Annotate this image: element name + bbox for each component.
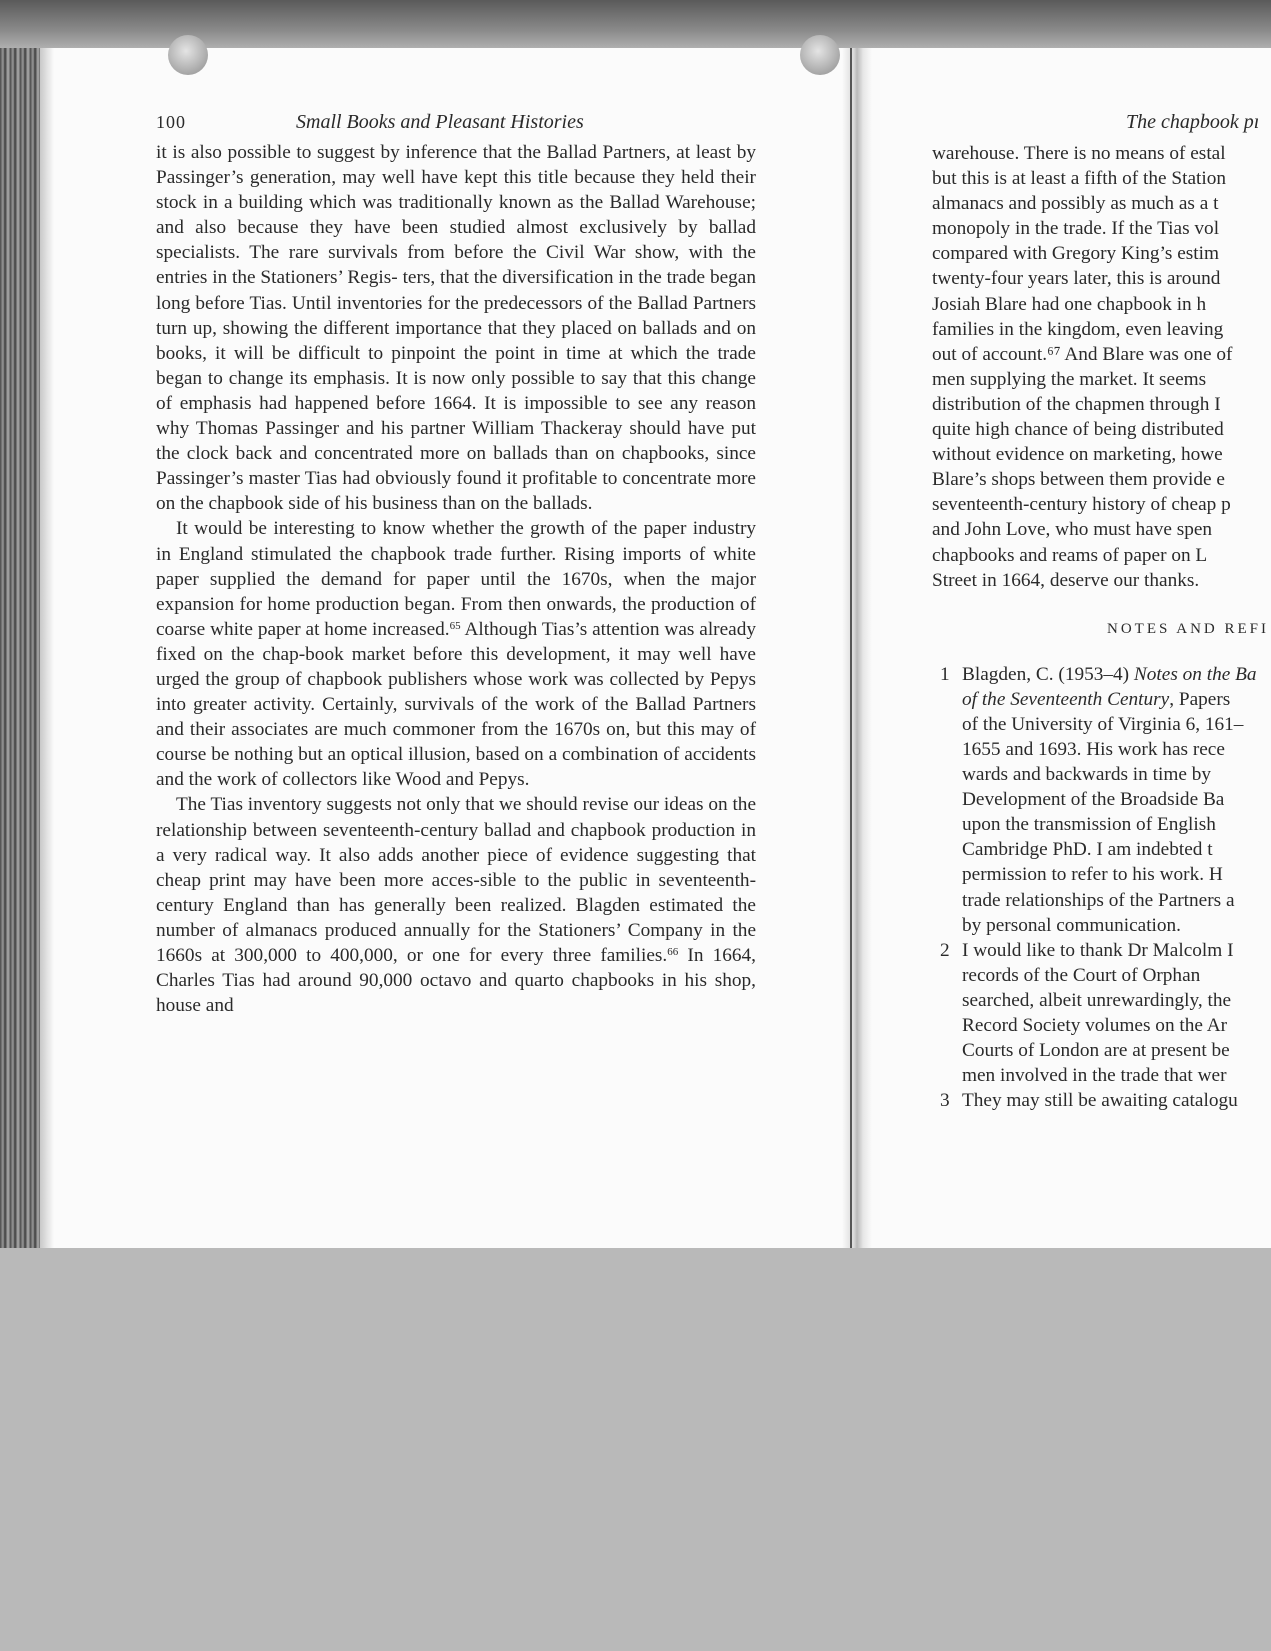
- note-text: Blagden, C. (1953–4): [962, 663, 1134, 685]
- note-line: trade relationships of the Partners a: [962, 889, 1235, 911]
- text-line: without evidence on marketing, howe: [932, 444, 1223, 466]
- footnote-ref: 65: [449, 619, 461, 632]
- text-line: men supplying the market. It seems: [932, 368, 1207, 390]
- text-line: out of account.⁶⁷ And Blare was one of: [932, 343, 1233, 365]
- text-line: inventories for the predecessors of the Ballad Partners turn up,: [156, 292, 756, 339]
- note-number: 3: [940, 1090, 950, 1112]
- text-line: trade began to change its emphasis. It is now only possible to say that: [156, 342, 756, 389]
- text-line: distribution of the chapmen through I: [932, 393, 1221, 415]
- left-running-head: [156, 108, 756, 138]
- text-line: compared with Gregory King’s estim: [932, 243, 1220, 265]
- text-line: to see any reason why Thomas Passinger and his partner William: [156, 392, 756, 440]
- note-line: 1655 and 1693. His work has rece: [962, 738, 1225, 760]
- page-number: 100: [156, 112, 186, 132]
- note-line: men involved in the trade that wer: [962, 1065, 1227, 1087]
- note-number: 2: [940, 939, 950, 961]
- note-line: [962, 662, 1271, 687]
- text-line: twenty-four years later, this is around: [932, 268, 1221, 290]
- text-line: least by Passinger’s generation, may well have kept this title because: [156, 142, 757, 189]
- paragraph-text: Although Tias’s attention was already fixed on the chap-book market before this development, it may well have urged the group of chapbook publishers whose work was collected by Pepys into greater activity. Certainly, survivals of the work of the Ballad Partners and their associates are much commoner from the 1670s on, but this may of course be nothing but an optical illusion, based on a combination of accidents and the work of collectors like Wood and Pepys.: [156, 618, 756, 791]
- note-line: Development of the Broadside Ba: [962, 789, 1225, 811]
- text-line: Josiah Blare had one chapbook in h: [932, 293, 1207, 315]
- right-body-text: [932, 141, 1271, 593]
- scanner-bed: [0, 1248, 1271, 1651]
- note-line: of the University of Virginia 6, 161–: [962, 713, 1244, 735]
- text-line: Street in 1664, deserve our thanks.: [932, 569, 1200, 591]
- punch-hole-right: [800, 35, 840, 75]
- text-line: it is also possible to suggest by inference that the Ballad Partners, at: [156, 142, 691, 163]
- text-line: and John Love, who must have spen: [932, 519, 1213, 541]
- text-line: before the Civil War show, with the entries in the Stationers’ Regis-: [156, 242, 756, 289]
- right-running-title: The chapbook pı: [1126, 111, 1260, 133]
- page-gutter: [842, 48, 872, 1248]
- text-line: seventeenth-century history of cheap p: [932, 494, 1231, 516]
- book-binding-edge: [0, 48, 40, 1248]
- text-line: chapbooks and reams of paper on L: [932, 544, 1208, 566]
- paragraph-3: [156, 792, 756, 1018]
- paragraph-text: The Tias inventory suggests not only that we should revise our ideas on the relationship between seventeenth-century ballad and chapbook production in a very radical way. It also adds another piece of evidence suggesting that cheap print may have been more acces-sible to the public in seventeenth-century England than has generally been realized. Blagden estimated the number of almanacs produced annually for the Stationers’ Company in the 1660s at 300,000 to 400,000, or one for every three families.: [156, 794, 756, 966]
- binding-shadow: [40, 48, 54, 1248]
- text-line: Thackeray should have put the clock back and concentrated more on: [156, 418, 756, 465]
- text-line: but this is at least a fifth of the Station: [932, 168, 1226, 190]
- text-line: families in the kingdom, even leaving: [932, 318, 1224, 340]
- note-line: searched, albeit unrewardingly, the: [962, 989, 1232, 1011]
- paragraph-text: In 1664, Charles Tias had around 90,000 octavo and quarto chapbooks in his shop, house and: [156, 945, 756, 1017]
- note-line: [962, 687, 1271, 712]
- text-line: side of his business than on the ballads.: [288, 493, 593, 515]
- paragraph-1: [156, 140, 756, 516]
- text-line: warehouse. There is no means of estal: [932, 143, 1226, 164]
- punch-hole-left: [168, 35, 208, 75]
- text-line: books, it will be difficult to pinpoint the point in time at which the: [156, 342, 710, 364]
- note-line: Courts of London are at present be: [962, 1040, 1230, 1062]
- note-title: of the Seventeenth Century: [962, 688, 1170, 710]
- text-line: ters, that the diversification in the trade began long before Tias. Until: [156, 267, 756, 314]
- text-line: Blare’s shops between them provide e: [932, 469, 1225, 491]
- note-2: [932, 938, 1271, 1089]
- text-line: ballads than on chapbooks, since Passinger’s master Tias had: [156, 443, 756, 490]
- note-line: They may still be awaiting catalogu: [962, 1090, 1238, 1112]
- note-text: , Papers: [1169, 688, 1231, 710]
- left-page: [156, 108, 756, 1018]
- text-line: showing the different importance that they placed on ballads and on: [222, 317, 757, 339]
- text-line: the Ballad Warehouse; and also because they have been studied: [156, 192, 756, 239]
- note-line: by personal communication.: [962, 914, 1182, 936]
- note-line: upon the transmission of English: [962, 814, 1216, 836]
- text-line: obviously found it profitable to concentrate more on the chapbook: [156, 468, 756, 515]
- note-line: records of the Court of Orphan: [962, 964, 1201, 986]
- paragraph-2: [156, 516, 756, 792]
- note-title: Notes on the Ba: [1133, 663, 1257, 685]
- text-line: they held their stock in a building which was traditionally known as: [156, 167, 756, 214]
- gutter-line: [850, 48, 852, 1248]
- text-line: almost exclusively by ballad specialists. The rare survivals from: [156, 217, 756, 264]
- text-line: quite high chance of being distributed: [932, 419, 1224, 441]
- note-line: wards and backwards in time by: [962, 764, 1211, 786]
- notes-heading: NOTES AND REFI: [1107, 620, 1270, 637]
- note-number: 1: [940, 663, 950, 685]
- note-3: [932, 1088, 1271, 1113]
- note-1: [932, 662, 1271, 938]
- note-line: Cambridge PhD. I am indebted t: [962, 839, 1213, 861]
- text-line: this change of emphasis had happened before 1664. It is impossible: [156, 367, 756, 414]
- running-title: Small Books and Pleasant Histories: [296, 111, 584, 133]
- paragraph-text: It would be interesting to know whether the growth of the paper industry in England stimulated the chapbook trade further. Rising imports of white paper supplied the demand for paper until the 1670s, when the major expansion for home production began. From then onwards, the production of coarse white paper at home increased.: [156, 518, 756, 640]
- right-page: [932, 108, 1271, 1148]
- note-line: permission to refer to his work. H: [962, 864, 1223, 886]
- text-line: almanacs and possibly as much as a t: [932, 193, 1219, 215]
- left-body-text: [156, 140, 756, 1018]
- note-line: I would like to thank Dr Malcolm I: [962, 939, 1234, 961]
- text-line: monopoly in the trade. If the Tias vol: [932, 218, 1220, 240]
- note-line: Record Society volumes on the Ar: [962, 1015, 1228, 1036]
- footnote-ref: 66: [667, 946, 679, 958]
